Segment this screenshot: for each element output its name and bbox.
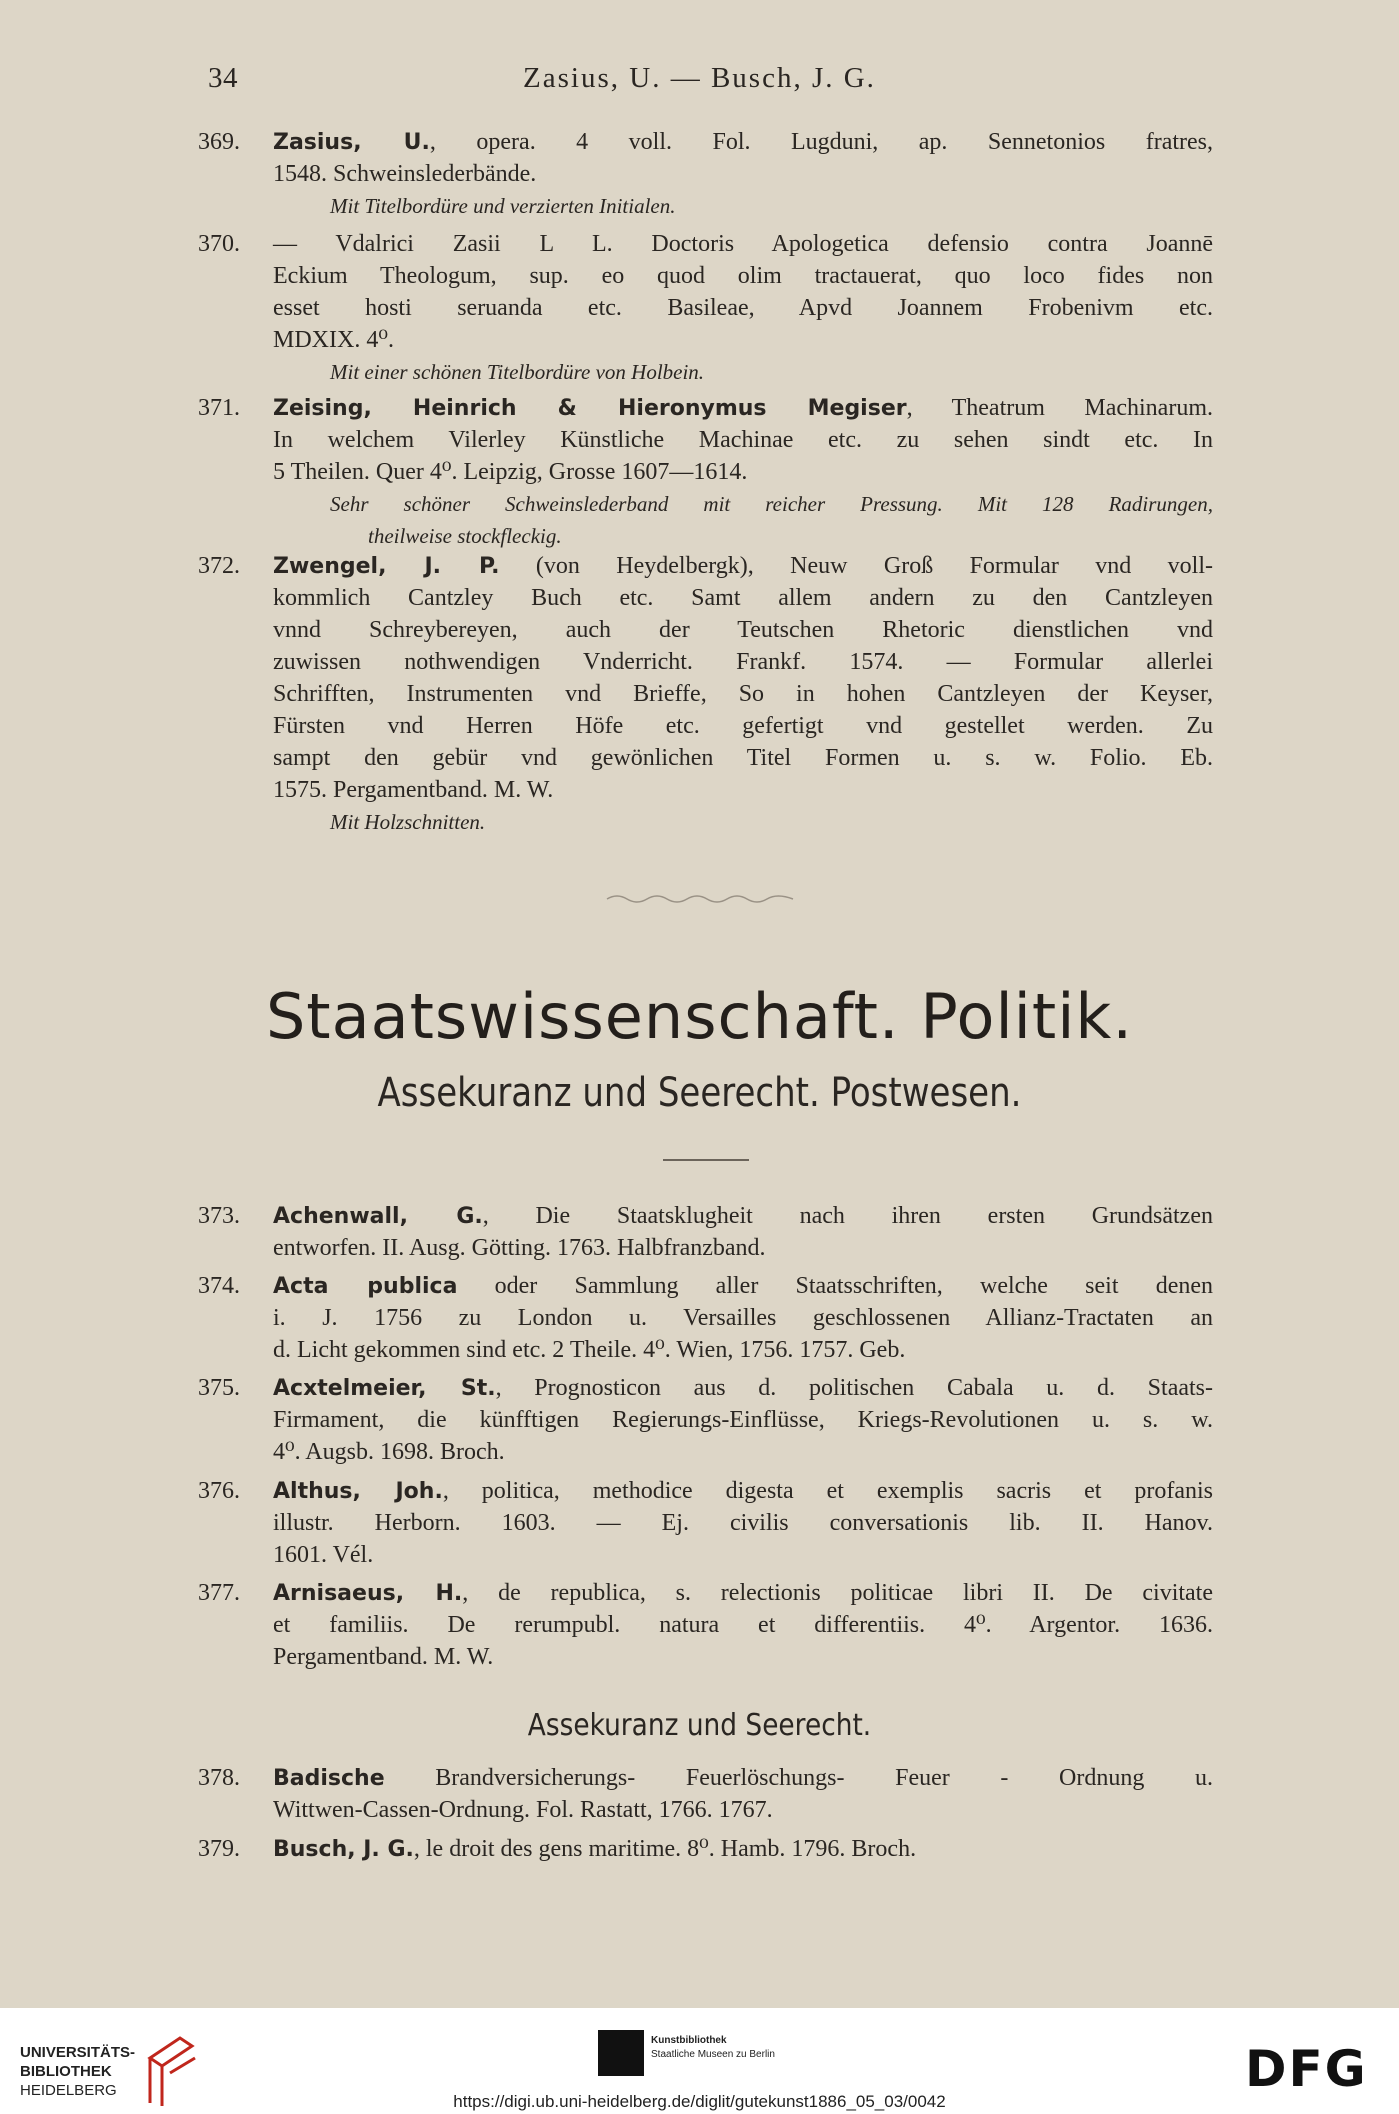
permalink-url[interactable]: https://digi.ub.uni-heidelberg.de/diglit/gutekunst1886_05_03/0042 xyxy=(453,2092,946,2111)
entry-text: , opera. 4 voll. Fol. Lugduni, ap. Sennetonios fratres, xyxy=(429,129,1214,155)
entry-author: Zeising, Heinrich & Hieronymus Megiser xyxy=(273,396,907,421)
entry-text: MDXIX. 4⁰. xyxy=(273,327,394,353)
entry-number: 378. xyxy=(198,1765,240,1791)
entry-text: 4⁰. Augsb. 1698. Broch. xyxy=(273,1439,505,1465)
entry-text: , de republica, s. relectionis politicae libri II. De civitate xyxy=(462,1580,1213,1606)
section-heading: Assekuranz und Seerecht. xyxy=(527,1708,872,1743)
section-title: Staatswissenschaft. Politik. xyxy=(265,980,1134,1053)
ornament-divider xyxy=(605,892,795,906)
entry-text: oder Sammlung aller Staatsschriften, welche seit denen xyxy=(457,1273,1213,1299)
entry-text: et familiis. De rerumpubl. natura et differentiis. 4⁰. Argentor. 1636. xyxy=(273,1612,1213,1638)
entry-number: 376. xyxy=(198,1478,240,1504)
entry-note: Mit Holzschnitten. xyxy=(330,810,486,834)
entry-text: Wittwen-Cassen-Ordnung. Fol. Rastatt, 1766. 1767. xyxy=(273,1797,773,1823)
entry-text: , le droit des gens maritime. 8⁰. Hamb. 1796. Broch. xyxy=(413,1836,917,1862)
catalog-entry-375 xyxy=(198,1372,1213,1468)
entry-author: Althus, Joh. xyxy=(273,1479,443,1504)
title-rule xyxy=(663,1159,749,1161)
kunstbibliothek-label xyxy=(651,2034,775,2062)
running-title: Zasius, U. — Busch, J. G. xyxy=(523,62,876,94)
catalog-entry-370 xyxy=(198,228,1213,388)
entry-number: 369. xyxy=(198,129,240,155)
entry-number: 372. xyxy=(198,553,240,579)
kunstbibliothek-logo-icon xyxy=(598,2030,644,2076)
dfg-logo: DFG xyxy=(1245,2040,1368,2098)
entry-text: , politica, methodice digesta et exemplis sacris et profanis xyxy=(442,1478,1214,1504)
kb-line-1: Kunstbibliothek xyxy=(651,2035,727,2046)
entry-text: zuwissen nothwendigen Vnderricht. Frankf. 1574. — Formular allerlei xyxy=(273,649,1213,675)
entry-number: 370. xyxy=(198,231,240,257)
digitization-footer xyxy=(0,2008,1399,2114)
entry-text: entworfen. II. Ausg. Götting. 1763. Halbfranzband. xyxy=(273,1235,766,1261)
catalog-entry-369 xyxy=(198,126,1213,222)
entry-text: Firmament, die künfftigen Regierungs-Einflüsse, Kriegs-Revolutionen u. s. w. xyxy=(273,1407,1213,1433)
entry-author: Zasius, U. xyxy=(273,130,430,155)
catalog-entry-373 xyxy=(198,1200,1213,1264)
entry-author: Zwengel, J. P. xyxy=(273,554,500,579)
entry-author: Busch, J. G. xyxy=(273,1837,414,1862)
entry-text: 1548. Schweinslederbände. xyxy=(273,161,537,187)
catalog-entry-374 xyxy=(198,1270,1213,1366)
entry-text: 1575. Pergamentband. M. W. xyxy=(273,777,554,803)
entry-text: (von Heydelbergk), Neuw Groß Formular vnd voll- xyxy=(499,553,1214,579)
entry-text: Brandversicherungs- Feuerlöschungs- Feuer - Ordnung u. xyxy=(384,1765,1213,1791)
entry-text: sampt den gebür vnd gewönlichen Titel Formen u. s. w. Folio. Eb. xyxy=(273,745,1213,771)
ub-line-2: BIBLIOTHEK xyxy=(20,2063,112,2080)
catalog-entry-371 xyxy=(198,392,1213,552)
entry-note: Mit einer schönen Titelbordüre von Holbein. xyxy=(330,360,705,384)
entry-note: Mit Titelbordüre und verzierten Initialen. xyxy=(330,194,676,218)
catalog-entry-372 xyxy=(198,550,1213,838)
entry-text: Fürsten vnd Herren Höfe etc. gefertigt vnd gestellet werden. Zu xyxy=(273,713,1213,739)
catalog-entry-378 xyxy=(198,1762,1213,1826)
entry-text: d. Licht gekommen sind etc. 2 Theile. 4⁰. Wien, 1756. 1757. Geb. xyxy=(273,1337,906,1363)
section-subtitle: Assekuranz und Seerecht. Postwesen. xyxy=(377,1070,1022,1116)
entry-text: Pergamentband. M. W. xyxy=(273,1644,494,1670)
entry-text: , Die Staatsklugheit nach ihren ersten Grundsätzen xyxy=(482,1203,1213,1229)
catalog-entry-376 xyxy=(198,1475,1213,1571)
entry-author: Arnisaeus, H. xyxy=(273,1581,463,1606)
kb-line-2: Staatliche Museen zu Berlin xyxy=(651,2049,775,2060)
ub-line-3: HEIDELBERG xyxy=(20,2082,117,2099)
entry-text: In welchem Vilerley Künstliche Machinae etc. zu sehen sindt etc. In xyxy=(273,427,1213,453)
entry-text: 1601. Vél. xyxy=(273,1542,374,1568)
entry-note: theilweise stockfleckig. xyxy=(368,524,562,548)
ub-line-1: UNIVERSITÄTS- xyxy=(20,2044,136,2061)
running-header xyxy=(0,62,1399,102)
entry-text: kommlich Cantzley Buch etc. Samt allem andern zu den Cantzleyen xyxy=(273,585,1213,611)
entry-text: Eckium Theologum, sup. eo quod olim tractauerat, quo loco fides non xyxy=(273,263,1213,289)
entry-text: 5 Theilen. Quer 4⁰. Leipzig, Grosse 1607—1614. xyxy=(273,459,748,485)
entry-number: 375. xyxy=(198,1375,240,1401)
entry-author: Acxtelmeier, St. xyxy=(273,1376,496,1401)
entry-number: 374. xyxy=(198,1273,240,1299)
entry-number: 371. xyxy=(198,395,240,421)
entry-note: Sehr schöner Schweinslederband mit reicher Pressung. Mit 128 Radirungen, xyxy=(330,492,1213,516)
page-number: 34 xyxy=(208,62,238,94)
entry-text: , Theatrum Machinarum. xyxy=(906,395,1213,421)
entry-text: Schrifften, Instrumenten vnd Brieffe, So in hohen Cantzleyen der Keyser, xyxy=(273,681,1213,707)
entry-number: 379. xyxy=(198,1836,240,1862)
entry-text: — Vdalrici Zasii L L. Doctoris Apologetica defensio contra Joannē xyxy=(273,231,1213,257)
entry-text: illustr. Herborn. 1603. — Ej. civilis conversationis lib. II. Hanov. xyxy=(273,1510,1213,1536)
entry-author: Badische xyxy=(273,1766,385,1791)
entry-text: esset hosti seruanda etc. Basileae, Apvd Joannem Frobenivm etc. xyxy=(273,295,1213,321)
entry-author: Achenwall, G. xyxy=(273,1204,483,1229)
entry-author: Acta publica xyxy=(273,1274,458,1299)
catalog-entry-379 xyxy=(198,1833,1213,1865)
catalog-entry-377 xyxy=(198,1577,1213,1673)
entry-number: 373. xyxy=(198,1203,240,1229)
entry-text: i. J. 1756 zu London u. Versailles geschlossenen Allianz-Tractaten an xyxy=(273,1305,1213,1331)
entry-text: , Prognosticon aus d. politischen Cabala u. d. Staats- xyxy=(495,1375,1213,1401)
entry-text: vnnd Schreybereyen, auch der Teutschen Rhetoric dienstlichen vnd xyxy=(273,617,1213,643)
entry-number: 377. xyxy=(198,1580,240,1606)
